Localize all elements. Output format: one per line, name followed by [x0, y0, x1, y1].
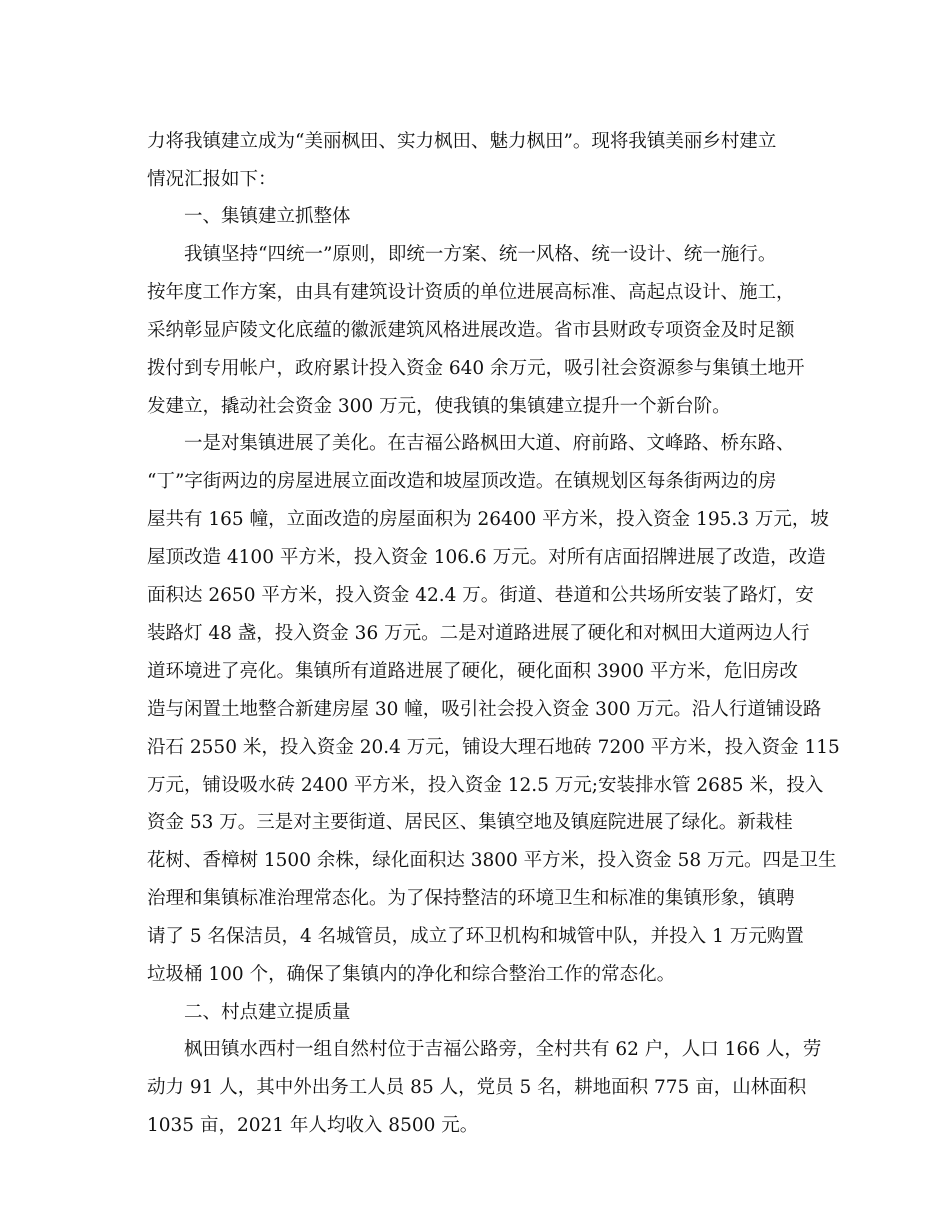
text-line: 采纳彰显庐陵文化底蕴的徽派建筑风格进展改造。省市县财政专项资金及时足额 — [147, 320, 795, 341]
text-line: 力将我镇建立成为“美丽枫田、实力枫田、魅力枫田”。现将我镇美丽乡村建立 — [147, 131, 777, 152]
text-line: 1035 亩，2021 年人均收入 8500 元。 — [147, 1115, 479, 1136]
text-line: 屋顶改造 4100 平方米，投入资金 106.6 万元。对所有店面招牌进展了改造，改造 — [147, 547, 826, 568]
text-line: 发建立，撬动社会资金 300 万元，使我镇的集镇建立提升一个新台阶。 — [147, 396, 731, 417]
text-line: 垃圾桶 100 个，确保了集镇内的净化和综合整治工作的常态化。 — [147, 964, 676, 985]
text-line: 情况汇报如下： — [147, 169, 277, 190]
text-line: 造与闲置土地整合新建房屋 30 幢，吸引社会投入资金 300 万元。沿人行道铺设路 — [147, 699, 822, 720]
section-heading: 一、集镇建立抓整体 — [184, 206, 351, 227]
text-line: 屋共有 165 幢，立面改造的房屋面积为 26400 平方米，投入资金 195.3 万元，坡 — [147, 509, 829, 530]
text-line: 沿石 2550 米，投入资金 20.4 万元，铺设大理石地砖 7200 平方米，投入资金 115 — [147, 737, 840, 758]
text-line: “丁”字街两边的房屋进展立面改造和坡屋顶改造。在镇规划区每条街两边的房 — [147, 471, 777, 492]
text-line: 拨付到专用帐户，政府累计投入资金 640 余万元，吸引社会资源参与集镇土地开 — [147, 358, 805, 379]
paragraph-first-line: 我镇坚持“四统一”原则，即统一方案、统一风格、统一设计、统一施行。 — [184, 244, 777, 265]
paragraph-first-line: 一是对集镇进展了美化。在吉福公路枫田大道、府前路、文峰路、桥东路、 — [184, 433, 795, 454]
text-line: 请了 5 名保洁员，4 名城管员，成立了环卫机构和城管中队，并投入 1 万元购置 — [147, 926, 804, 947]
text-line: 花树、香樟树 1500 余株，绿化面积达 3800 平方米，投入资金 58 万元。四是卫生 — [147, 850, 837, 871]
section-heading: 二、村点建立提质量 — [184, 1002, 351, 1023]
text-line: 资金 53 万。三是对主要街道、居民区、集镇空地及镇庭院进展了绿化。新栽桂 — [147, 812, 793, 833]
paragraph-first-line: 枫田镇水西村一组自然村位于吉福公路旁，全村共有 62 户，人口 166 人，劳 — [184, 1039, 822, 1060]
text-line: 动力 91 人，其中外出务工人员 85 人，党员 5 名，耕地面积 775 亩，山林面积 — [147, 1077, 807, 1098]
text-line: 装路灯 48 盏，投入资金 36 万元。二是对道路进展了硬化和对枫田大道两边人行 — [147, 623, 810, 644]
text-line: 道环境进了亮化。集镇所有道路进展了硬化，硬化面积 3900 平方米，危旧房改 — [147, 661, 798, 682]
text-line: 治理和集镇标准治理常态化。为了保持整洁的环境卫生和标准的集镇形象，镇聘 — [147, 888, 795, 909]
text-line: 按年度工作方案，由具有建筑设计资质的单位进展高标准、高起点设计、施工， — [147, 282, 795, 303]
text-line: 面积达 2650 平方米，投入资金 42.4 万。街道、巷道和公共场所安装了路灯，安 — [147, 585, 814, 606]
text-line: 万元，铺设吸水砖 2400 平方米，投入资金 12.5 万元;安装排水管 2685 米，投入 — [147, 775, 824, 796]
